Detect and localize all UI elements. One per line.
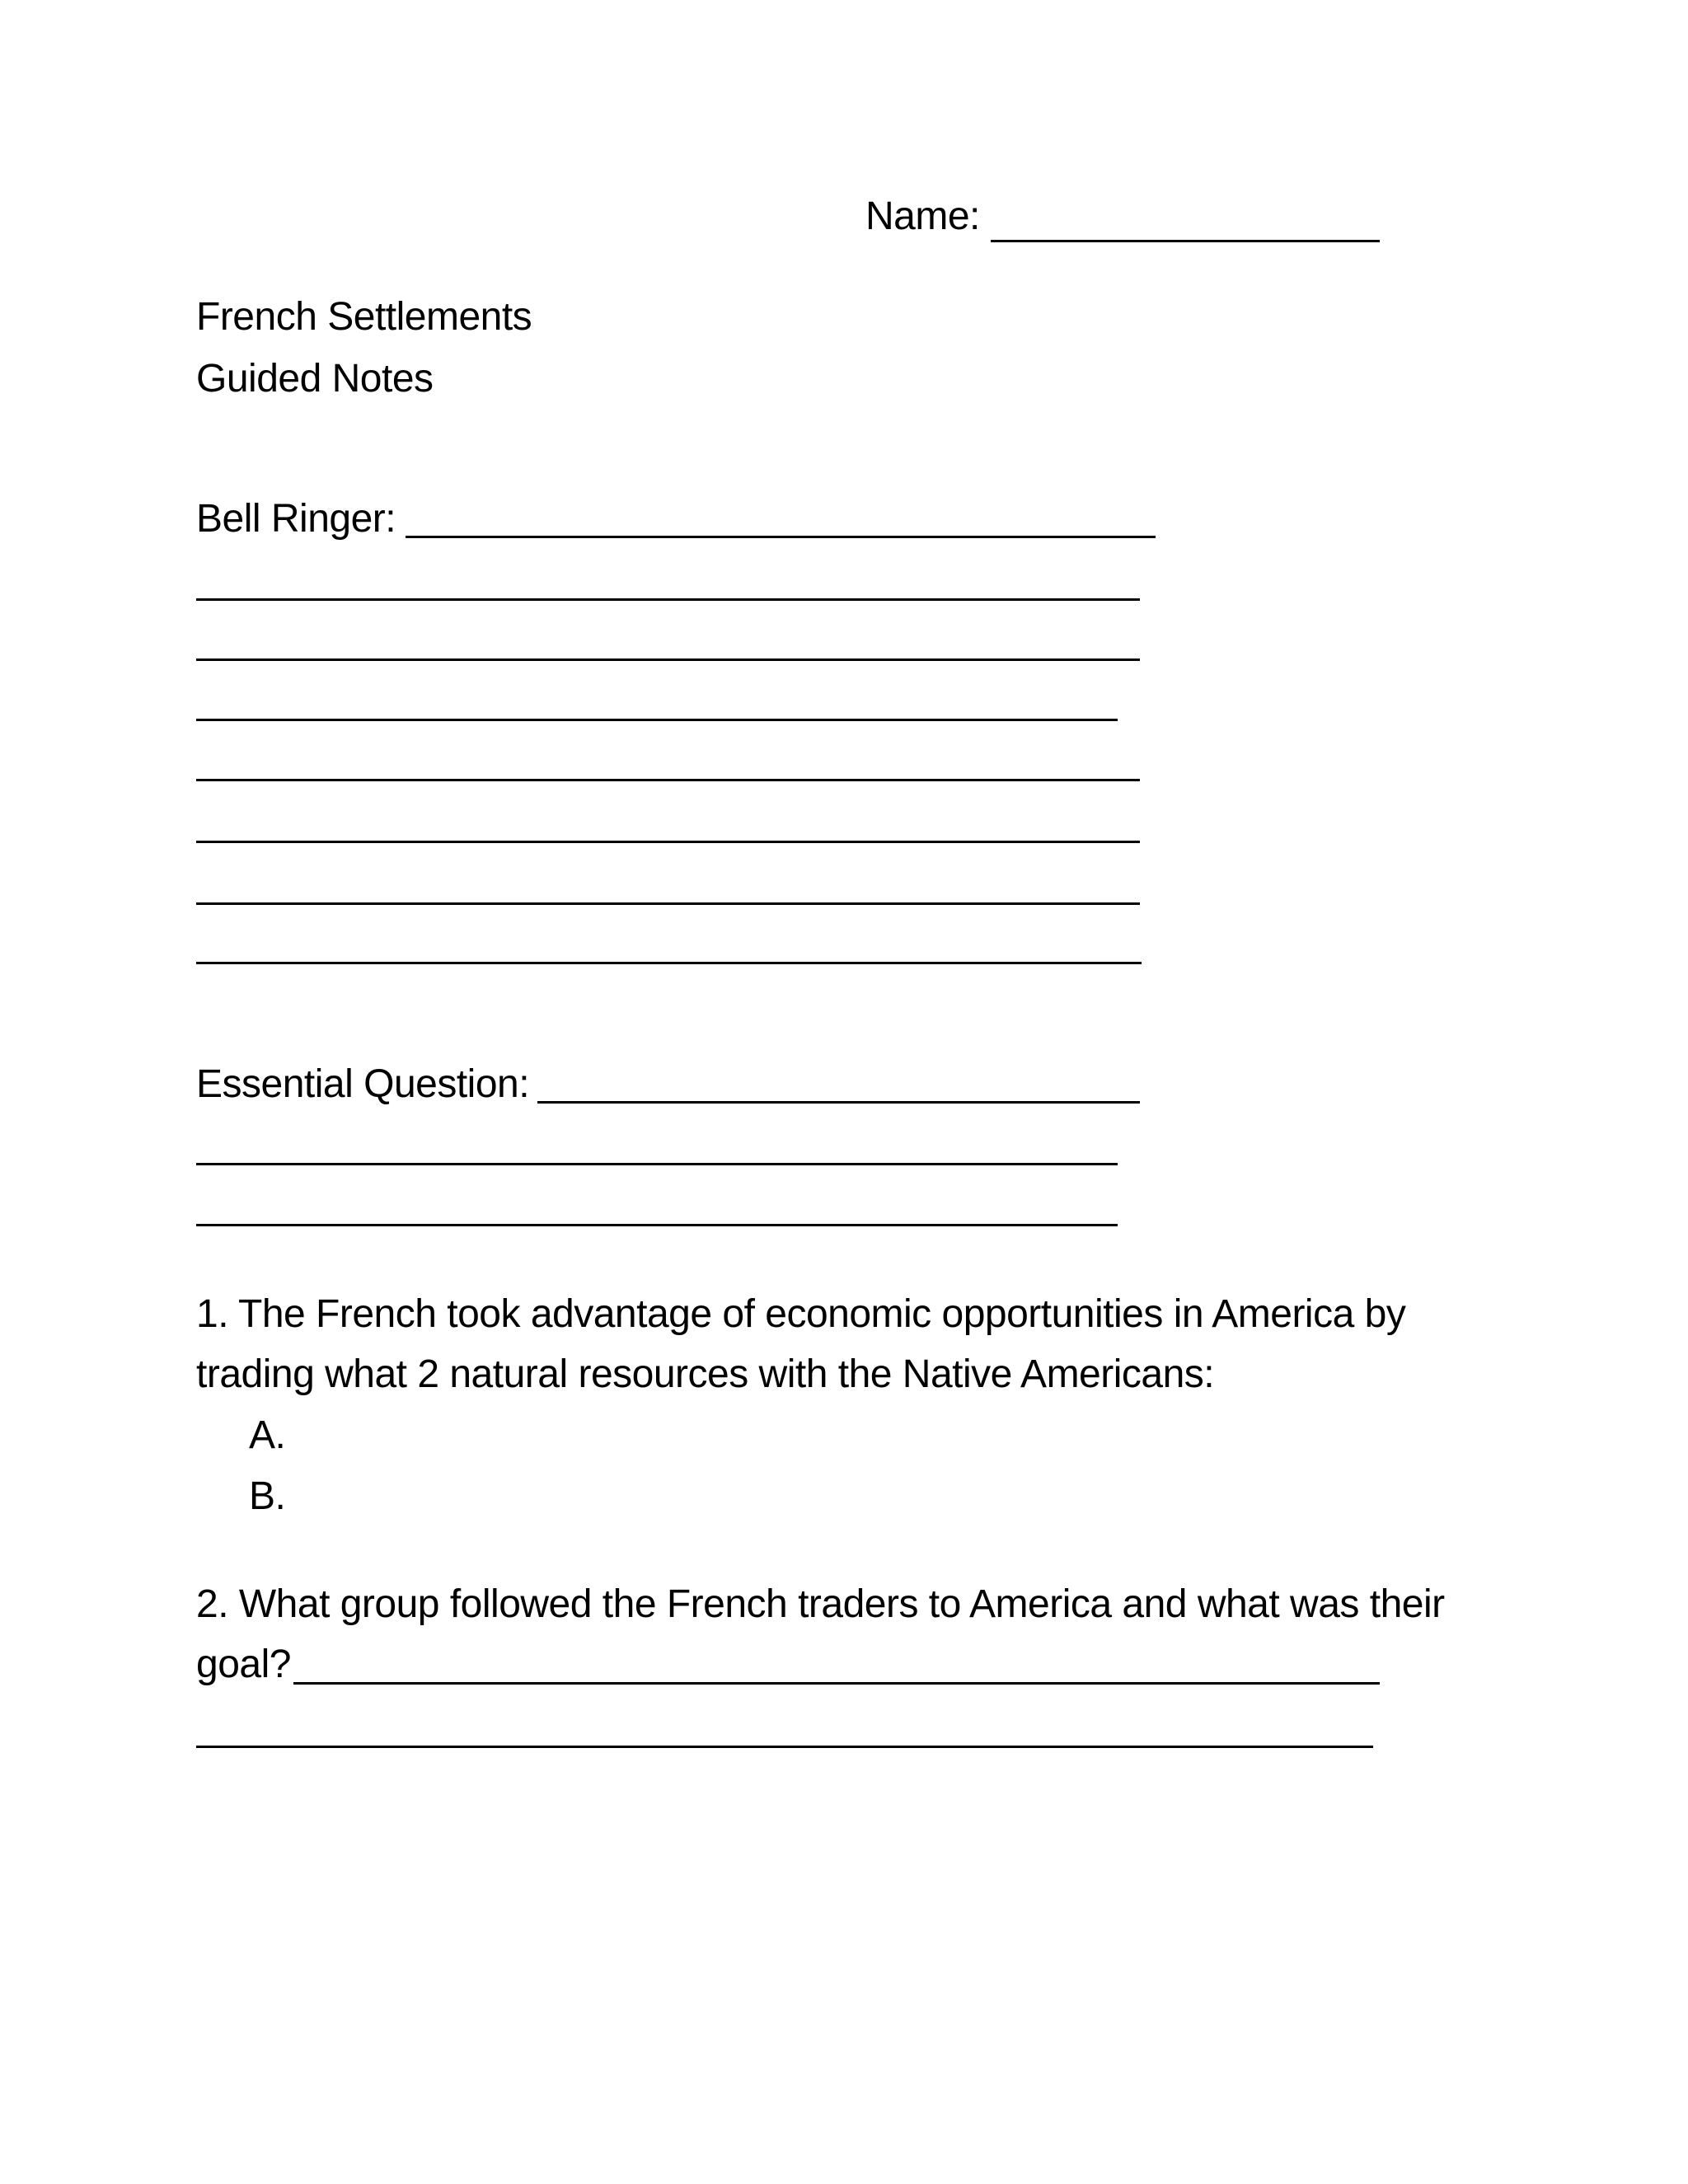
essential-question-answer-line[interactable] xyxy=(196,1224,1118,1226)
bell-ringer-answer-line[interactable] xyxy=(196,962,1142,964)
bell-ringer-answer-line[interactable] xyxy=(196,779,1140,781)
name-answer-line[interactable] xyxy=(991,240,1380,242)
name-label: Name: xyxy=(865,194,980,238)
bell-ringer-answer-line[interactable] xyxy=(406,536,1156,538)
essential-question-answer-line[interactable] xyxy=(196,1163,1118,1165)
document-title: French Settlements xyxy=(196,295,532,339)
bell-ringer-label: Bell Ringer: xyxy=(196,497,396,541)
question-1-option-b: B. xyxy=(249,1474,286,1518)
question-2-answer-line[interactable] xyxy=(196,1746,1373,1748)
question-2-text-continued: goal? xyxy=(196,1643,291,1686)
bell-ringer-answer-line[interactable] xyxy=(196,598,1140,601)
essential-question-label: Essential Question: xyxy=(196,1062,530,1106)
essential-question-answer-line[interactable] xyxy=(537,1101,1140,1104)
bell-ringer-answer-line[interactable] xyxy=(196,719,1118,721)
question-1-option-a: A. xyxy=(249,1413,286,1457)
question-2-answer-line[interactable] xyxy=(293,1682,1380,1685)
bell-ringer-answer-line[interactable] xyxy=(196,658,1140,661)
question-2-text: 2. What group followed the French traders to America and what was their xyxy=(196,1582,1445,1626)
question-1-text-continued: trading what 2 natural resources with the Native Americans: xyxy=(196,1352,1215,1396)
bell-ringer-answer-line[interactable] xyxy=(196,902,1140,905)
document-subtitle: Guided Notes xyxy=(196,357,434,401)
bell-ringer-answer-line[interactable] xyxy=(196,841,1140,843)
question-1-text: 1. The French took advantage of economic opportunities in America by xyxy=(196,1292,1406,1336)
